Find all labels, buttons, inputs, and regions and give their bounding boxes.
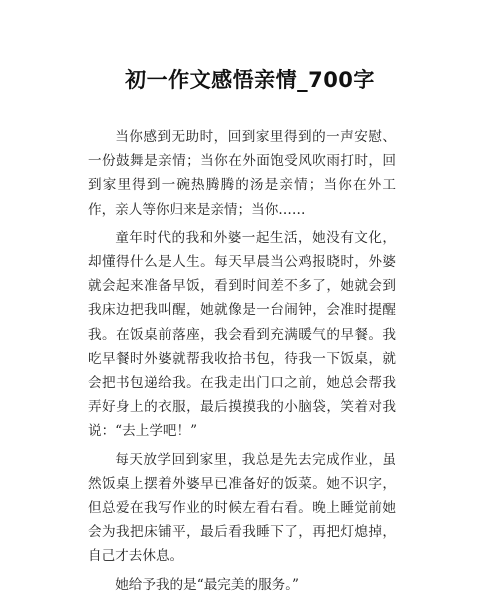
- paragraph-3: 每天放学回到家里，我总是先去完成作业，虽然饭桌上摆着外婆早已准备好的饭菜。她不识字，但总爱在我写作业的时候左看右看。晚上睡觉前她会为我把床铺平，最后看我睡下了，再把灯熄掉，自己才去休息。: [88, 451, 396, 565]
- paragraph-1: 当你感到无助时，回到家里得到的一声安慰、一份鼓舞是亲情；当你在外面饱受风吹雨打时，回到家里得到一碗热腾腾的汤是亲情；当你在外工作，亲人等你归来是亲情；当你……: [88, 129, 396, 218]
- paragraph-4: 她给予我的是“最完美的服务。”: [115, 576, 300, 593]
- paragraph-2: 童年时代的我和外婆一起生活，她没有文化，却懂得什么是人生。每天早晨当公鸡报晓时，外婆就会起来准备早饭，看到时间差不多了，她就会到我床边把我叫醒，她就像是一台闹钟，会准时提醒我。在饭桌前落座，我会看到充满暖气的早餐。我吃早餐时外婆就帮我收拾书包，待我一下饭桌，就会把书包递给我。在我走出门口之前，她总会帮我弄好身上的衣服，最后摸摸我的小脑袋，笑着对我说：“去上学吧！”: [88, 229, 396, 440]
- document-title: 初一作文感悟亲情_700字: [125, 68, 375, 92]
- document-body: [88, 125, 396, 597]
